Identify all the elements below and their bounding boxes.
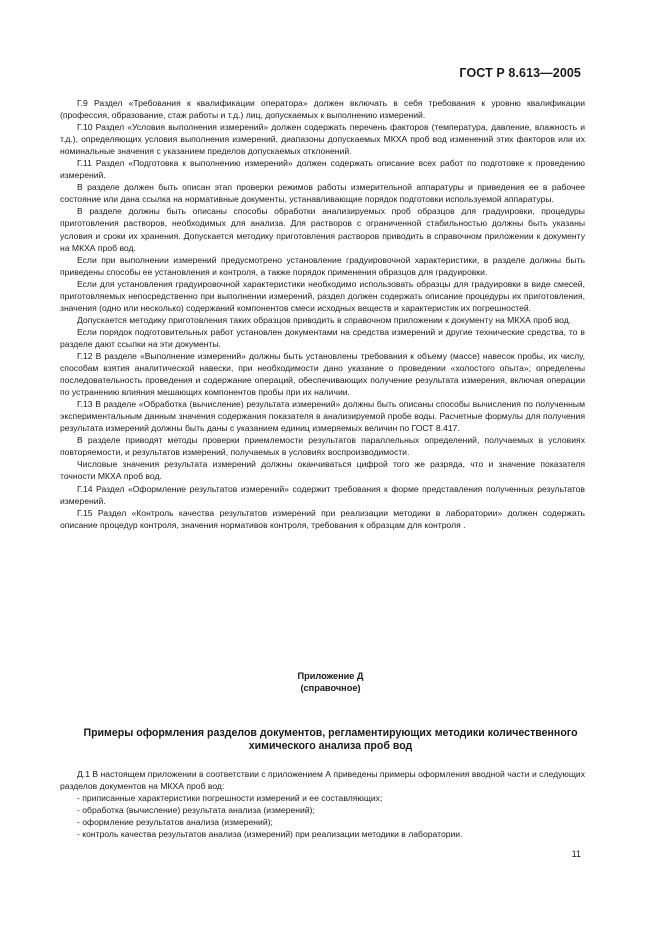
paragraph-g9: Г.9 Раздел «Требования к квалификации оператора» должен включать в себя требования к уровню квалификации (профессия, образование, стаж работы и т.д.) лиц, допускаемых к выполнению измерений. — [60, 98, 585, 121]
paragraph: Если при выполнении измерений предусмотрено установление градуировочной характеристики, в разделе должны быть приведены способы ее установления и контроля, а также порядок применения образцов для градуировки. — [60, 254, 585, 277]
appendix-heading — [0, 670, 661, 694]
paragraph-g12: Г.12 В разделе «Выполнение измерений» должны быть установлены требования к объему (массе) навесок пробы, их числу, способам взятия аналитической навески, при необходимости дано указание о проведении «холостого опыта»; определены последовательность проведения и содержание операций, обеспечивающих получение результата измерения, включая операции по устранению влияния мешающих компонентов пробы при их наличии. — [60, 350, 585, 398]
paragraph-g14: Г.14 Раздел «Оформление результатов измерений» содержит требования к форме представления полученных результатов измерений. — [60, 483, 585, 506]
document-code: ГОСТ Р 8.613—2005 — [459, 66, 581, 80]
paragraph: В разделе должны быть описаны способы обработки анализируемых проб образцов для градуировки, процедуры приготовления растворов, необходимых для анализа. Для растворов с ограниченной стабильностью должны быть указаны условия и сроки их хранения. Допускается методику приготовления растворов приводить в справочном приложении к документу на МКХА проб вод. — [60, 206, 585, 253]
list-item: - обработка (вычисление) результата анализа (измерений); — [77, 805, 315, 816]
paragraph-g15: Г.15 Раздел «Контроль качества результатов измерений при реализации методики в лаборатории» должен содержать описание процедур контроля, значения нормативов контроля, требования к образцам для контроля . — [60, 507, 585, 530]
paragraph: Если для установления градуировочной характеристики необходимо использовать образцы для градуировки в виде смесей, приготовляемых непосредственно при выполнении измерений, раздел должен содержать описание процедуры их приготовления, значения (одно или несколько) содержаний компонентов смеси исходных веществ и характеристик их погрешностей. — [60, 278, 585, 313]
page-number: 11 — [571, 849, 581, 859]
appendix-intro: Д.1 В настоящем приложении в соответствии с приложением А приведены примеры оформления вводной части и следующих разделов документов на МКХА проб вод: — [60, 769, 585, 792]
appendix-label: Приложение Д — [297, 671, 364, 681]
paragraph: Числовые значения результата измерений должны оканчиваться цифрой того же разряда, что и значение показателя точности МКХА проб вод. — [60, 459, 585, 482]
paragraph: В разделе приводят методы проверки приемлемости результатов параллельных определений, получаемых в условиях повторяемости, и результатов измерений, получаемых в условиях воспроизводимости. — [60, 435, 585, 458]
paragraph-g11: Г.11 Раздел «Подготовка к выполнению измерений» должен содержать описание всех работ по подготовке к проведению измерений. — [60, 158, 585, 181]
main-text — [60, 97, 585, 531]
paragraph: В разделе должен быть описан этап проверки режимов работы измерительной аппаратуры и приведения ее в рабочее состояние или дана ссылка на нормативные документы, устанавливающие порядок подготовки используемой аппаратуры. — [60, 182, 585, 205]
appendix-title: Примеры оформления разделов документов, регламентирующих методики количественного химического анализа проб вод — [83, 727, 578, 752]
appendix-kind: (справочное) — [300, 683, 361, 693]
list-item: - приписанные характеристики погрешности измерений и ее составляющих; — [77, 793, 383, 804]
appendix-list — [60, 792, 585, 840]
list-item: - контроль качества результатов анализа (измерений) при реализации методики в лаборатории. — [77, 829, 463, 840]
list-item: - оформление результатов анализа (измерений); — [77, 817, 273, 828]
appendix-body — [60, 768, 585, 840]
paragraph: Если порядок подготовительных работ установлен документами на средства измерений и другие технические средства, то в разделе дают ссылки на эти документы. — [60, 326, 585, 349]
paragraph-g13: Г.13 В разделе «Обработка (вычисление) результата измерений» должны быть описаны способы вычисления по полученным экспериментальным данным значения содержания показателя в анализируемой пробе воды. Расчетные формулы для получения результата измерений должны быть даны с указанием единиц измеряемых величин по ГОСТ 8.417. — [60, 399, 585, 434]
paragraph-g10: Г.10 Раздел «Условия выполнения измерений» должен содержать перечень факторов (температура, давление, влажность и т.д.), определяющих условия выполнения измерений, диапазоны допускаемых МКХА проб вод изменений этих факторов или их номинальные значения с указанием пределов допускаемых отклонений. — [60, 122, 585, 157]
paragraph: Допускается методику приготовления таких образцов приводить в справочном приложении к документу на МКХА проб вод. — [77, 314, 572, 325]
